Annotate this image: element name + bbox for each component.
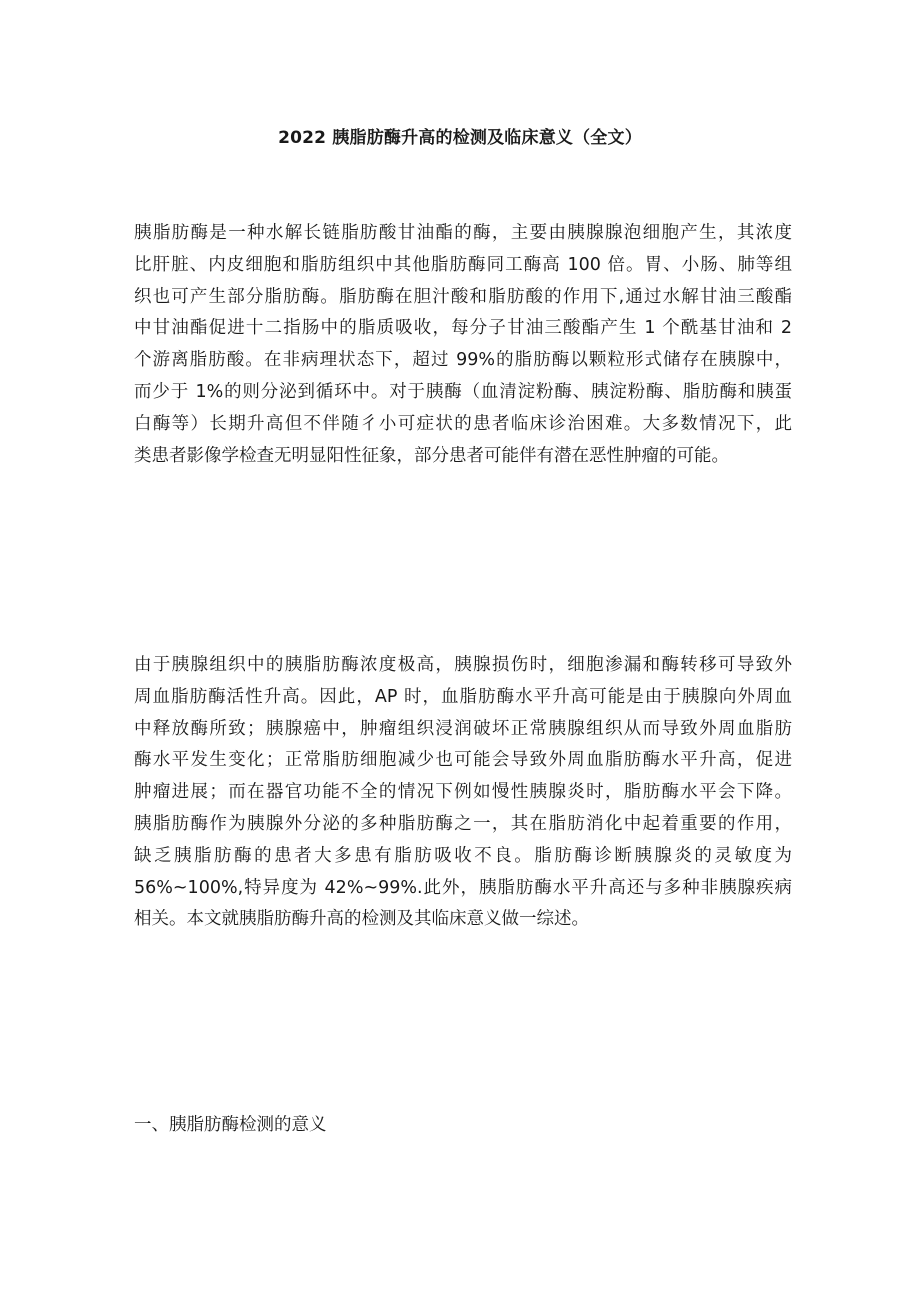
paragraph-line: 中释放酶所致；胰腺癌中，肿瘤组织浸润破坏正常胰腺组织从而导致外周血脂肪 [134,718,792,739]
paragraph-line: 56%~100%,特异度为 42%~99%.此外，胰脂肪酶水平升高还与多种非胰腺疾病 [134,877,792,898]
paragraph-line: 白酶等）长期升高但不伴随彳小可症状的患者临床诊治困难。大多数情况下，此 [134,413,792,434]
paragraph-line: 胰脂肪酶是一种水解长链脂肪酸甘油酯的酶，主要由胰腺腺泡细胞产生，其浓度 [134,223,792,243]
paragraph-line: 由于胰腺组织中的胰脂肪酶浓度极高，胰腺损伤时，细胞渗漏和酶转移可导致外 [134,655,792,675]
paragraph-line: 周血脂肪酶活性升高。因此，AP 时，血脂肪酶水平升高可能是由于胰腺向外周血 [134,686,792,707]
paragraph-line: 比肝脏、内皮细胞和脂肪组织中其他脂肪酶同工酶高 100 倍。胃、小肠、肺等组 [134,254,792,275]
paragraph-intro [134,218,792,472]
paragraph-line: 肿瘤进展；而在器官功能不全的情况下例如慢性胰腺炎时，脂肪酶水平会下降。 [134,782,792,803]
document-title: 2022 胰脂肪酶升高的检测及临床意义（全文） [278,128,642,148]
paragraph-line: 相关。本文就胰脂肪酶升高的检测及其临床意义做一综述。 [134,909,589,930]
paragraph-line: 酶水平发生变化；正常脂肪细胞减少也可能会导致外周血脂肪酶水平升高，促进 [134,750,792,771]
paragraph-line: 织也可产生部分脂肪酶。脂肪酶在胆汁酸和脂肪酸的作用下,通过水解甘油三酸酯 [134,286,792,307]
paragraph-line: 而少于 1%的则分泌到循环中。对于胰酶（血清淀粉酶、胰淀粉酶、脂肪酶和胰蛋 [134,381,792,402]
section-heading: 一、胰脂肪酶检测的意义 [134,1115,327,1135]
paragraph-line: 缺乏胰脂肪酶的患者大多患有脂肪吸收不良。脂肪酶诊断胰腺炎的灵敏度为 [134,845,792,866]
paragraph-line: 类患者影像学检查无明显阳性征象，部分患者可能伴有潜在恶性肿瘤的可能。 [134,445,729,466]
paragraph-mechanism [134,650,792,936]
paragraph-line: 胰脂肪酶作为胰腺外分泌的多种脂肪酶之一，其在脂肪消化中起着重要的作用， [134,813,792,834]
paragraph-line: 个游离脂肪酸。在非病理状态下，超过 99%的脂肪酶以颗粒形式储存在胰腺中， [134,350,792,371]
paragraph-line: 中甘油酯促进十二指肠中的脂质吸收，每分子甘油三酸酯产生 1 个酰基甘油和 2 [134,318,792,339]
